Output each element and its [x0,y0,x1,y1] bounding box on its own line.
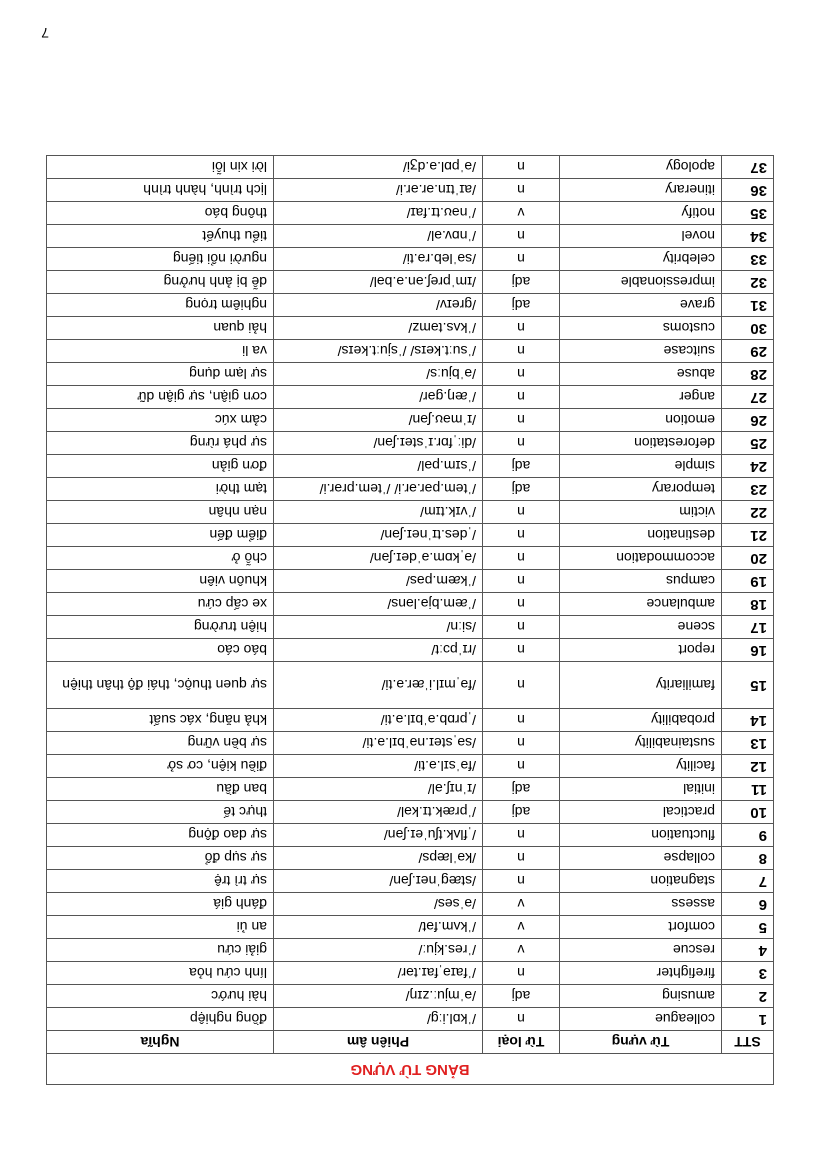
row-number: 3 [722,962,774,985]
part-of-speech: n [483,524,560,547]
part-of-speech: adj [483,294,560,317]
pronunciation: /əˈpɒl.ə.dʒi/ [274,156,483,179]
header-meaning: Nghĩa [46,1031,273,1054]
row-number: 8 [722,847,774,870]
table-row [46,778,773,801]
vocab-word: facility [560,755,722,778]
table-row [46,962,773,985]
part-of-speech: adj [483,778,560,801]
meaning: điểm đến [46,524,273,547]
row-number: 36 [722,179,774,202]
row-number: 26 [722,409,774,432]
meaning: sự sụp đổ [46,847,273,870]
row-number: 9 [722,824,774,847]
row-number: 7 [722,870,774,893]
vocab-word: rescue [560,939,722,962]
row-number: 29 [722,340,774,363]
part-of-speech: n [483,248,560,271]
meaning: sự phá rừng [46,432,273,455]
part-of-speech: n [483,824,560,847]
pronunciation: /ˈnɒv.əl/ [274,225,483,248]
pronunciation: /diːˌfɒr.ɪˈsteɪ.ʃən/ [274,432,483,455]
meaning: lính cứu hỏa [46,962,273,985]
table-row [46,478,773,501]
row-number: 19 [722,570,774,593]
row-number: 11 [722,778,774,801]
pronunciation: /ˈkʌs.təmz/ [274,317,483,340]
table-row [46,340,773,363]
vocab-word: comfort [560,916,722,939]
pronunciation: /ɪmˈpreʃ.ən.ə.bəl/ [274,271,483,294]
row-number: 17 [722,616,774,639]
vocab-word: collapse [560,847,722,870]
meaning: đồng nghiệp [46,1008,273,1031]
header-pronunciation: Phiên âm [274,1031,483,1054]
pronunciation: /ˌdes.tɪˈneɪ.ʃən/ [274,524,483,547]
meaning: thông báo [46,202,273,225]
meaning: sự trì trệ [46,870,273,893]
pronunciation: /səˌsteɪ.nəˈbɪl.ə.ti/ [274,732,483,755]
vocab-word: stagnation [560,870,722,893]
meaning: khả năng, xác suất [46,709,273,732]
meaning: hiện trường [46,616,273,639]
table-row [46,156,773,179]
meaning: hải quan [46,317,273,340]
meaning: ban đầu [46,778,273,801]
table-row [46,294,773,317]
row-number: 34 [722,225,774,248]
part-of-speech: v [483,916,560,939]
meaning: va li [46,340,273,363]
part-of-speech: n [483,432,560,455]
part-of-speech: n [483,962,560,985]
table-row [46,248,773,271]
table-row [46,455,773,478]
part-of-speech: n [483,1008,560,1031]
part-of-speech: v [483,202,560,225]
vocab-word: abuse [560,363,722,386]
page-number: 7 [41,25,49,41]
header-stt: STT [722,1031,774,1054]
vocab-word: novel [560,225,722,248]
pronunciation: /ˈfaɪəˌfaɪ.tər/ [274,962,483,985]
table-row [46,501,773,524]
part-of-speech: n [483,662,560,709]
pronunciation: /ɪˈnɪʃ.əl/ [274,778,483,801]
part-of-speech: n [483,639,560,662]
pronunciation: /fəˈsɪl.ə.ti/ [274,755,483,778]
meaning: đơn giản [46,455,273,478]
part-of-speech: n [483,317,560,340]
header-pos: Từ loại [483,1031,560,1054]
pronunciation: /ˈkæm.pəs/ [274,570,483,593]
meaning: sự dao động [46,824,273,847]
row-number: 24 [722,455,774,478]
table-row [46,202,773,225]
pronunciation: /ɪˈməʊ.ʃən/ [274,409,483,432]
pronunciation: /ˈæŋ.ɡər/ [274,386,483,409]
meaning: xe cấp cứu [46,593,273,616]
part-of-speech: n [483,847,560,870]
meaning: thực tế [46,801,273,824]
table-row [46,916,773,939]
meaning: nạn nhân [46,501,273,524]
table-title-row [46,1054,773,1085]
vocab-word: fluctuation [560,824,722,847]
pronunciation: /əˈmjuː.zɪŋ/ [274,985,483,1008]
meaning: báo cáo [46,639,273,662]
meaning: dễ bị ảnh hưởng [46,271,273,294]
vocab-word: campus [560,570,722,593]
part-of-speech: adj [483,985,560,1008]
part-of-speech: n [483,409,560,432]
vocab-word: anger [560,386,722,409]
row-number: 37 [722,156,774,179]
row-number: 27 [722,386,774,409]
part-of-speech: n [483,225,560,248]
meaning: điều kiện, cơ sở [46,755,273,778]
row-number: 18 [722,593,774,616]
row-number: 13 [722,732,774,755]
meaning: chỗ ở [46,547,273,570]
table-row [46,801,773,824]
part-of-speech: n [483,340,560,363]
vocab-word: simple [560,455,722,478]
table-header-row [46,1031,773,1054]
meaning: lịch trình, hành trình [46,179,273,202]
vocab-word: customs [560,317,722,340]
pronunciation: /ˈres.kjuː/ [274,939,483,962]
table-row [46,709,773,732]
part-of-speech: n [483,616,560,639]
table-row [46,432,773,455]
row-number: 1 [722,1008,774,1031]
table-row [46,317,773,340]
meaning: người nổi tiếng [46,248,273,271]
table-row [46,570,773,593]
row-number: 12 [722,755,774,778]
row-number: 2 [722,985,774,1008]
table-row [46,179,773,202]
vocab-word: destination [560,524,722,547]
row-number: 32 [722,271,774,294]
table-row [46,524,773,547]
part-of-speech: adj [483,801,560,824]
vocab-word: familiarity [560,662,722,709]
vocab-word: amusing [560,985,722,1008]
part-of-speech: adj [483,455,560,478]
pronunciation: /ˈvɪk.tɪm/ [274,501,483,524]
row-number: 4 [722,939,774,962]
pronunciation: /əˈses/ [274,893,483,916]
table-row [46,363,773,386]
part-of-speech: n [483,501,560,524]
pronunciation: /ˈnəʊ.tɪ.faɪ/ [274,202,483,225]
part-of-speech: n [483,732,560,755]
pronunciation: /ɡreɪv/ [274,294,483,317]
meaning: tiểu thuyết [46,225,273,248]
meaning: tạm thời [46,478,273,501]
meaning: lời xin lỗi [46,156,273,179]
row-number: 14 [722,709,774,732]
part-of-speech: n [483,709,560,732]
table-row [46,547,773,570]
part-of-speech: adj [483,271,560,294]
pronunciation: /əˌkɒm.əˈdeɪ.ʃən/ [274,547,483,570]
part-of-speech: n [483,547,560,570]
vocab-word: suitcase [560,340,722,363]
pronunciation: /kəˈlæps/ [274,847,483,870]
pronunciation: /aɪˈtɪn.ər.ər.i/ [274,179,483,202]
table-row [46,271,773,294]
vocab-word: ambulance [560,593,722,616]
row-number: 28 [722,363,774,386]
part-of-speech: n [483,363,560,386]
pronunciation: /fəˌmɪl.iˈær.ə.ti/ [274,662,483,709]
row-number: 6 [722,893,774,916]
row-number: 15 [722,662,774,709]
meaning: hài hước [46,985,273,1008]
vocab-word: impressionable [560,271,722,294]
table-title: BẢNG TỪ VỰNG [46,1054,773,1085]
vocab-word: assess [560,893,722,916]
vocab-word: notify [560,202,722,225]
table-row [46,732,773,755]
table-row [46,824,773,847]
part-of-speech: n [483,386,560,409]
meaning: giải cứu [46,939,273,962]
pronunciation: /ˈsuːt.keɪs/ /ˈsjuːt.keɪs/ [274,340,483,363]
part-of-speech: n [483,156,560,179]
pronunciation: /ˈkʌm.fət/ [274,916,483,939]
header-word: Từ vựng [560,1031,722,1054]
pronunciation: /ˈpræk.tɪ.kəl/ [274,801,483,824]
meaning: sự lạm dụng [46,363,273,386]
part-of-speech: adj [483,478,560,501]
vocab-word: temporary [560,478,722,501]
table-row [46,225,773,248]
vocab-word: scene [560,616,722,639]
row-number: 31 [722,294,774,317]
row-number: 20 [722,547,774,570]
pronunciation: /stæɡˈneɪ.ʃən/ [274,870,483,893]
part-of-speech: n [483,593,560,616]
vocab-word: firefighter [560,962,722,985]
vocab-word: celebrity [560,248,722,271]
meaning: sự bền vững [46,732,273,755]
pronunciation: /səˈleb.rə.ti/ [274,248,483,271]
vocab-word: victim [560,501,722,524]
vocab-word: colleague [560,1008,722,1031]
table-row [46,939,773,962]
pronunciation: /ˌprɒb.əˈbɪl.ə.ti/ [274,709,483,732]
table-row [46,985,773,1008]
row-number: 16 [722,639,774,662]
part-of-speech: n [483,755,560,778]
table-row [46,755,773,778]
vocab-word: sustainability [560,732,722,755]
table-row [46,662,773,709]
meaning: sự quen thuộc, thái độ thân thiện [46,662,273,709]
vocab-word: practical [560,801,722,824]
vocab-word: emotion [560,409,722,432]
pronunciation: /ˈsɪm.pəl/ [274,455,483,478]
row-number: 33 [722,248,774,271]
table-row [46,593,773,616]
part-of-speech: v [483,893,560,916]
pronunciation: /ˈtem.pər.ər.i/ /ˈtem.prər.i/ [274,478,483,501]
pronunciation: /siːn/ [274,616,483,639]
vocab-word: itinerary [560,179,722,202]
vocab-word: probability [560,709,722,732]
table-row [46,847,773,870]
row-number: 21 [722,524,774,547]
vocabulary-table [46,155,774,1085]
meaning: nghiêm trọng [46,294,273,317]
table-row [46,893,773,916]
meaning: cảm xúc [46,409,273,432]
meaning: đánh giá [46,893,273,916]
part-of-speech: n [483,870,560,893]
part-of-speech: v [483,939,560,962]
row-number: 35 [722,202,774,225]
row-number: 10 [722,801,774,824]
meaning: khuôn viên [46,570,273,593]
table-row [46,616,773,639]
vocab-word: accommodation [560,547,722,570]
meaning: cơn giận, sự giận dữ [46,386,273,409]
table-row [46,386,773,409]
meaning: an ủi [46,916,273,939]
pronunciation: /ˈæm.bjə.ləns/ [274,593,483,616]
pronunciation: /ˌflʌk.tʃuˈeɪ.ʃən/ [274,824,483,847]
vocab-word: report [560,639,722,662]
row-number: 5 [722,916,774,939]
vocab-word: grave [560,294,722,317]
part-of-speech: n [483,570,560,593]
table-row [46,639,773,662]
vocab-word: apology [560,156,722,179]
row-number: 23 [722,478,774,501]
table-row [46,1008,773,1031]
pronunciation: /rɪˈpɔːt/ [274,639,483,662]
row-number: 25 [722,432,774,455]
table-row [46,870,773,893]
vocab-word: deforestation [560,432,722,455]
row-number: 30 [722,317,774,340]
table-row [46,409,773,432]
vocab-word: initial [560,778,722,801]
pronunciation: /əˈbjuːs/ [274,363,483,386]
row-number: 22 [722,501,774,524]
pronunciation: /ˈkɒl.iːɡ/ [274,1008,483,1031]
part-of-speech: n [483,179,560,202]
